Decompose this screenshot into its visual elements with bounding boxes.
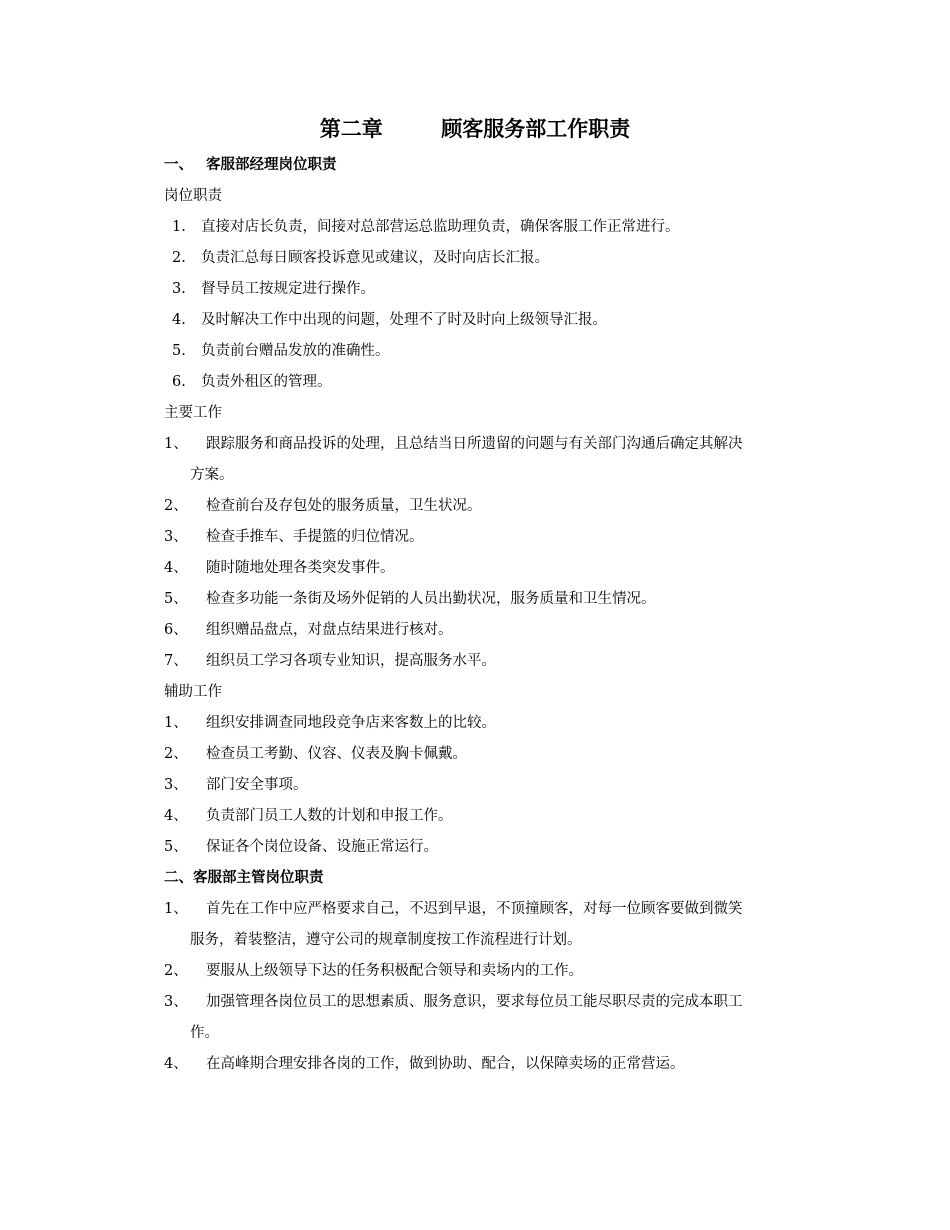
item-number: 1. <box>172 219 186 235</box>
subheading-duties: 岗位职责 <box>164 188 222 204</box>
list-item <box>164 770 824 801</box>
item-text: 组织赠品盘点，对盘点结果进行核对。 <box>206 622 453 638</box>
item-text: 及时解决工作中出现的问题，处理不了时及时向上级领导汇报。 <box>201 312 607 328</box>
item-number: 4. <box>172 312 186 328</box>
item-text: 检查手推车、手提篮的归位情况。 <box>206 529 424 545</box>
duties-list <box>164 212 824 398</box>
section-heading-1 <box>164 150 824 181</box>
list-item <box>164 522 824 553</box>
item-number: 3. <box>172 281 186 297</box>
list-item <box>164 987 824 1018</box>
item-text-continuation: 服务，着装整洁，遵守公司的规章制度按工作流程进行计划。 <box>190 932 582 948</box>
list-item <box>164 1049 824 1080</box>
item-text: 组织员工学习各项专业知识，提高服务水平。 <box>206 653 496 669</box>
list-item <box>164 491 824 522</box>
list-item <box>164 708 824 739</box>
item-text: 督导员工按规定进行操作。 <box>201 281 375 297</box>
item-text: 要服从上级领导下达的任务积极配合领导和卖场内的工作。 <box>206 963 583 979</box>
item-text: 负责外租区的管理。 <box>201 374 332 390</box>
item-text: 组织安排调查同地段竞争店来客数上的比较。 <box>206 715 496 731</box>
item-text: 保证各个岗位设备、设施正常运行。 <box>206 839 438 855</box>
item-text-continuation: 方案。 <box>190 467 234 483</box>
item-number: 2、 <box>164 746 188 762</box>
list-item <box>164 894 824 925</box>
item-number: 3、 <box>164 529 188 545</box>
item-number: 6、 <box>164 622 188 638</box>
section-heading-2 <box>164 863 824 894</box>
main-work-list <box>164 429 824 677</box>
supervisor-duties-list <box>164 894 824 1080</box>
chapter-title: 第二章 顾客服务部工作职责 <box>319 117 631 141</box>
list-item <box>164 243 824 274</box>
list-item <box>164 832 824 863</box>
list-item <box>164 646 824 677</box>
item-text: 负责汇总每日顾客投诉意见或建议，及时向店长汇报。 <box>201 250 549 266</box>
list-item <box>164 305 824 336</box>
item-text: 直接对店长负责，间接对总部营运总监助理负责，确保客服工作正常进行。 <box>201 219 680 235</box>
item-number: 4、 <box>164 560 188 576</box>
item-number: 1、 <box>164 715 188 731</box>
item-number: 2. <box>172 250 186 266</box>
list-item <box>164 429 824 460</box>
item-text: 负责部门员工人数的计划和申报工作。 <box>206 808 453 824</box>
item-text: 检查员工考勤、仪容、仪表及胸卡佩戴。 <box>206 746 467 762</box>
list-item <box>164 336 824 367</box>
item-number: 5、 <box>164 839 188 855</box>
aux-work-list <box>164 708 824 863</box>
subheading-aux-work: 辅助工作 <box>164 684 222 700</box>
item-text-continuation: 作。 <box>190 1025 219 1041</box>
item-number: 2、 <box>164 963 188 979</box>
list-item <box>164 801 824 832</box>
item-text: 加强管理各岗位员工的思想素质、服务意识，要求每位员工能尽职尽责的完成本职工 <box>206 994 743 1010</box>
section-title: 客服部经理岗位职责 <box>206 157 337 173</box>
item-text: 在高峰期合理安排各岗的工作，做到协助、配合，以保障卖场的正常营运。 <box>206 1056 685 1072</box>
item-number: 4、 <box>164 808 188 824</box>
list-item <box>164 212 824 243</box>
item-number: 1、 <box>164 901 188 917</box>
item-number: 5. <box>172 343 186 359</box>
list-item <box>164 274 824 305</box>
item-number: 5、 <box>164 591 188 607</box>
list-item <box>164 553 824 584</box>
item-number: 1、 <box>164 436 188 452</box>
item-number: 3、 <box>164 777 188 793</box>
subheading-main-work: 主要工作 <box>164 405 222 421</box>
list-item <box>164 739 824 770</box>
section-number: 二、 <box>164 870 193 886</box>
item-number: 7、 <box>164 653 188 669</box>
item-text: 负责前台赠品发放的准确性。 <box>201 343 390 359</box>
section-number: 一、 <box>164 157 193 173</box>
item-text: 部门安全事项。 <box>206 777 308 793</box>
item-text: 检查前台及存包处的服务质量，卫生状况。 <box>206 498 482 514</box>
item-number: 4、 <box>164 1056 188 1072</box>
item-text: 首先在工作中应严格要求自己，不迟到早退，不顶撞顾客，对每一位顾客要做到微笑 <box>206 901 743 917</box>
item-text: 随时随地处理各类突发事件。 <box>206 560 395 576</box>
document-body <box>164 150 824 1080</box>
item-text: 检查多功能一条街及场外促销的人员出勤状况，服务质量和卫生情况。 <box>206 591 656 607</box>
item-number: 6. <box>172 374 186 390</box>
list-item <box>164 367 824 398</box>
section-title: 客服部主管岗位职责 <box>193 870 324 886</box>
list-item <box>164 584 824 615</box>
item-number: 2、 <box>164 498 188 514</box>
list-item <box>164 615 824 646</box>
item-number: 3、 <box>164 994 188 1010</box>
list-item <box>164 956 824 987</box>
item-text: 跟踪服务和商品投诉的处理，且总结当日所遗留的问题与有关部门沟通后确定其解决 <box>206 436 743 452</box>
